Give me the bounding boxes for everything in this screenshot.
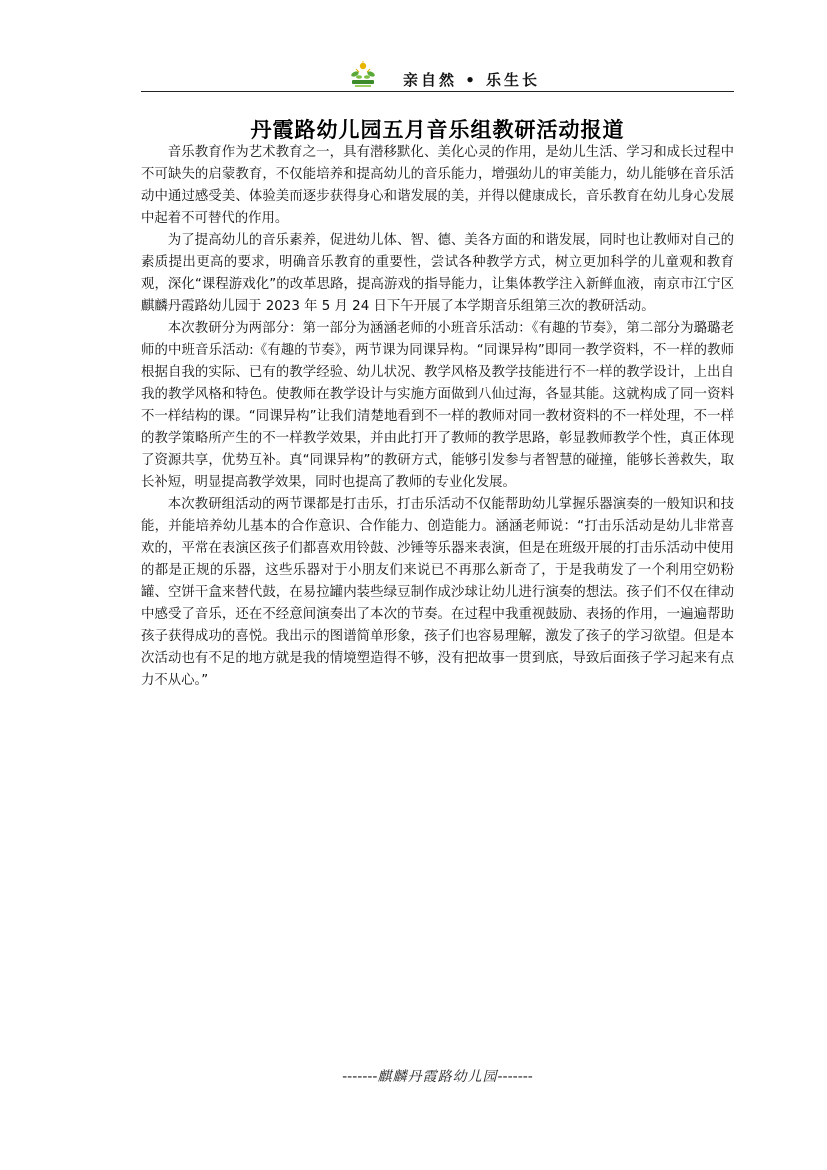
article-paragraph: 本次教研分为两部分：第一部分为涵涵老师的小班音乐活动：《有趣的节奏》，第二部分为璐璐老师的中班音乐活动:《有趣的节奏》，两节课为同课异构。“同课异构”即同一教学资料，不一样的教师根据自我的实际、已有的教学经验、幼儿状况、教学风格及教学技能进行不一样的教学设计，上出自我的教学风格和特色。使教师在教学设计与实施方面做到八仙过海，各显其能。这就构成了同一资料不一样结构的课。“同课异构”让我们清楚地看到不一样的教师对同一教材资料的不一样处理，不一样的教学策略所产生的不一样教学效果，并由此打开了教师的教学思路，彰显教师教学个性，真正体现了资源共享，优势互补。真“同课异构”的教研方式，能够引发参与者智慧的碰撞，能够长善救失，取长补短，明显提高教学效果，同时也提高了教师的专业化发展。	[141, 321, 734, 490]
article-paragraph: 本次教研组活动的两节课都是打击乐，打击乐活动不仅能帮助幼儿掌握乐器演奏的一般知识和技能，并能培养幼儿基本的合作意识、合作能力、创造能力。涵涵老师说：“打击乐活动是幼儿非常喜欢的，平常在表演区孩子们都喜欢用铃鼓、沙锤等乐器来表演，但是在班级开展的打击乐活动中使用的都是正规的乐器，这些乐器对于小朋友们来说已不再那么新奇了，于是我萌发了一个利用空奶粉罐、空饼干盒来替代鼓，在易拉罐内装些绿豆制作成沙球让幼儿进行演奏的想法。孩子们不仅在律动中感受了音乐，还在不经意间演奏出了本次的节奏。在过程中我重视鼓励、表扬的作用，一遍遍帮助孩子获得成功的喜悦。我出示的图谱简单形象，孩子们也容易理解，激发了孩子的学习欲望。但是本次活动也有不足的地方就是我的情境塑造得不够，没有把故事一贯到底，导致后面孩子学习起来有点力不从心。”	[141, 497, 734, 688]
header-slogan: 亲自然 • 乐生长	[403, 71, 541, 89]
page-header	[141, 60, 734, 90]
article-paragraph: 为了提高幼儿的音乐素养，促进幼儿体、智、德、美各方面的和谐发展，同时也让教师对自己的素质提出更高的要求，明确音乐教育的重要性，尝试各种教学方式，树立更加科学的儿童观和教育观，深化“课程游戏化”的改革思路，提高游戏的指导能力，让集体教学注入新鲜血液，南京市江宁区麒麟丹霞路幼儿园于 2023 年 5 月 24 日下午开展了本学期音乐组第三次的教研活动。	[141, 233, 734, 314]
footer-dash-right: -------	[497, 1069, 533, 1085]
header-divider	[141, 91, 734, 92]
footer-dash-left: -------	[342, 1069, 378, 1085]
footer-school-name: 麒麟丹霞路幼儿园	[377, 1069, 498, 1085]
page-footer	[141, 1066, 734, 1086]
kindergarten-logo-icon	[347, 60, 379, 88]
article-title: 丹霞路幼儿园五月音乐组教研活动报道	[250, 117, 625, 142]
article-paragraph: 音乐教育作为艺术教育之一，具有潜移默化、美化心灵的作用，是幼儿生活、学习和成长过程中不可缺失的启蒙教育，不仅能培养和提高幼儿的音乐能力，增强幼儿的审美能力，幼儿能够在音乐活动中通过感受美、体验美而逐步获得身心和谐发展的美，并得以健康成长，音乐教育在幼儿身心发展中起着不可替代的作用。	[141, 145, 734, 226]
article-body	[141, 142, 734, 692]
